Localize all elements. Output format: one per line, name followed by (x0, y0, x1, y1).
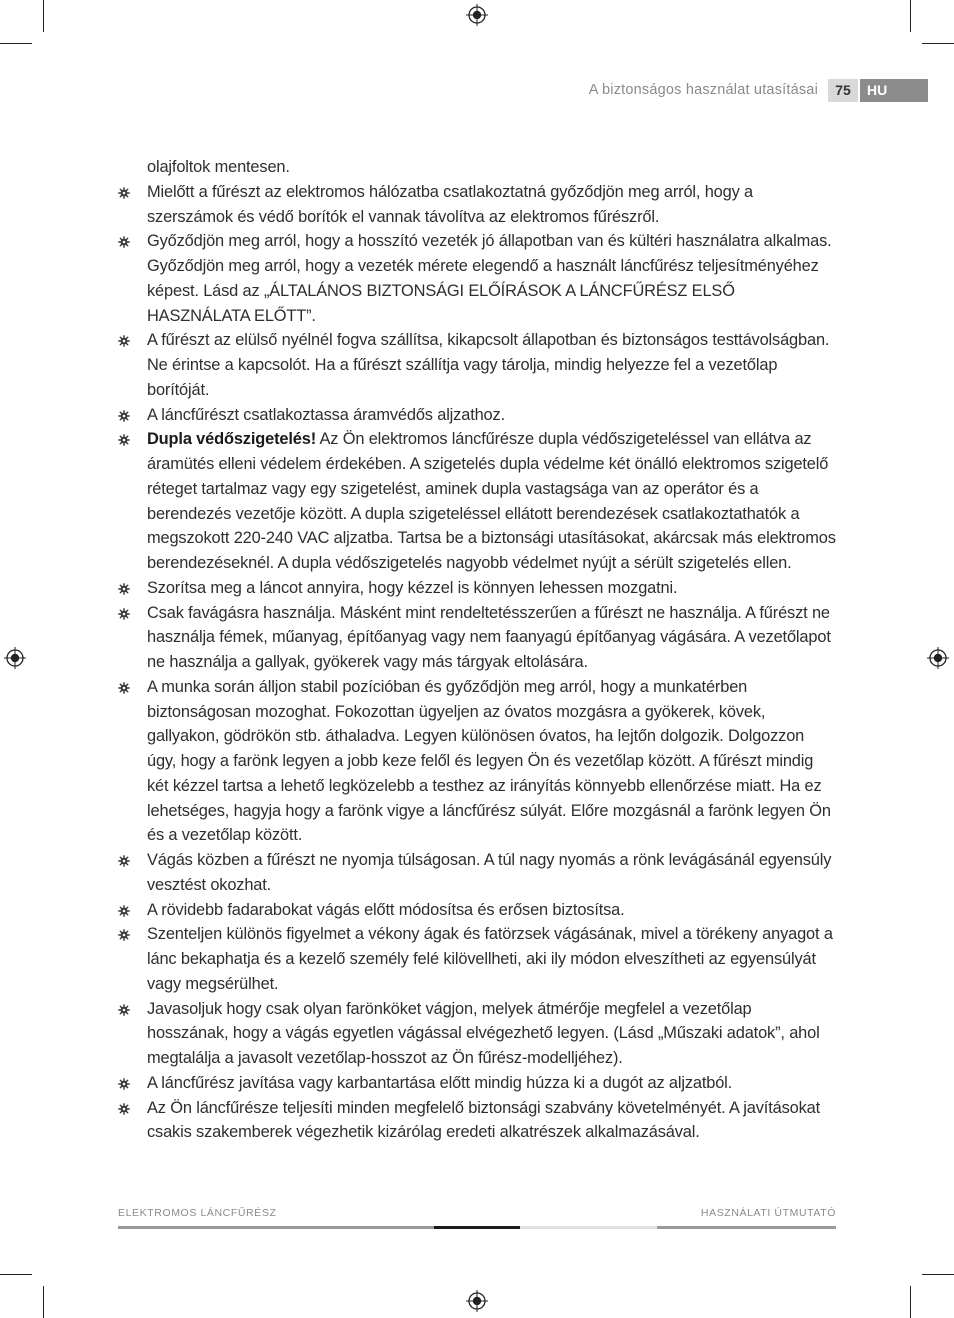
list-item (116, 601, 836, 675)
paragraph-text: Az Ön elektromos láncfűrésze dupla védőszigeteléssel van ellátva az áramütés elleni védelem érdekében. A szigetelés dupla védelme két önálló elektromos szigetelő réteget tartalmaz vagy egy szigetelést, aminek dupla vastagsága van az operátor és a berendezés vezetője között. A dupla szigeteléssel ellátott berendezések csatlakoztathatók a megszokott 220-240 VAC aljzatba. Tartsa be a biztonsági utasításokat, akárcsak más elektromos berendezéseknél. A dupla védőszigetelés nagyobb védelmet nyújt a sérült szigetelés ellen. (147, 430, 836, 572)
paragraph-text: Javasoljuk hogy csak olyan farönköket vágjon, melyek átmérője megfelel a vezetőlap hosszának, hogy a vágás egyetlen vágással elvégezhető legyen. (Lásd „Műszaki adatok”, ahol megtalálja a javasolt vezetőlap-hosszot az Ön fűrész-modelljéhez). (147, 999, 820, 1067)
crop-mark (0, 1274, 32, 1275)
paragraph-text: A munka során álljon stabil pozícióban és győződjön meg arról, hogy a munkatérben biztonságosan mozoghat. Fokozottan ügyeljen az óvatos mozgásra a gyökerek, kövek, gallyakon, gödrökön stb. áthaladva. Legyen különösen óvatos, ha lejtőn dolgozik. Dolgozzon úgy, hogy a farönk legyen a jobb keze felől és legyen Ön és vezetőlap között. A fűrészt mindig két kézzel tartsa a lehető legközelebb a testhez az irányítás könnyebb ellenőrzése miatt. Ha ez lehetséges, hagyja hogy a farönk vigye a láncfűrész súlyát. Előre mozgásnál a farönk legyen Ön és a vezetőlap között. (147, 677, 831, 845)
footer-rule (520, 1226, 657, 1229)
footer-rule (657, 1226, 836, 1229)
page-number: 75 (828, 79, 858, 102)
footer-document-type: HASZNÁLATI ÚTMUTATÓ (700, 1207, 836, 1219)
paragraph-text: Mielőtt a fűrészt az elektromos hálózatba csatlakoztatná győződjön meg arról, hogy a szerszámok és védő borítók el vannak távolítva az elektromos fűrészről. (147, 182, 754, 226)
crop-mark (0, 43, 32, 44)
list-item (116, 180, 836, 230)
header-title: A biztonságos használat utasításai (588, 82, 818, 98)
paragraph-text: A láncfűrész javítása vagy karbantartása előtt mindig húzza ki a dugót az aljzatból. (147, 1073, 733, 1092)
language-badge: HU (860, 79, 928, 102)
crop-mark (910, 1286, 911, 1318)
bullet-icon (118, 929, 130, 941)
footer-product-name: ELEKTROMOS LÁNCFŰRÉSZ (118, 1207, 277, 1219)
bullet-icon (118, 583, 130, 595)
bullet-icon (118, 682, 130, 694)
emphasis-text: Dupla védőszigetelés! (147, 430, 316, 449)
list-item (116, 576, 836, 601)
registration-mark-icon (4, 647, 26, 669)
bullet-icon (118, 187, 130, 199)
list-item (116, 1071, 836, 1096)
bullet-icon (118, 236, 130, 248)
crop-mark (910, 0, 911, 32)
registration-mark-icon (927, 647, 949, 669)
list-item (116, 1096, 836, 1146)
paragraph-text: Az Ön láncfűrésze teljesíti minden megfelelő biztonsági szabvány követelményét. A javításokat csakis szakemberek végezhetik kizárólag eredeti alkatrészek alkalmazásával. (147, 1098, 820, 1142)
bullet-icon (118, 905, 130, 917)
footer-rule (434, 1226, 520, 1229)
list-item (116, 328, 836, 402)
bullet-icon (118, 335, 130, 347)
bullet-icon (118, 608, 130, 620)
footer-rule (118, 1226, 434, 1229)
paragraph-text: Vágás közben a fűrészt ne nyomja túlságosan. A túl nagy nyomás a rönk levágásánál egyensúly vesztést okozhat. (147, 851, 832, 894)
registration-mark-icon (466, 1290, 488, 1312)
crop-mark (922, 1274, 954, 1275)
paragraph-text: Csak favágásra használja. Másként mint rendeltetésszerűen a fűrészt ne használja. A fűrészt ne használja fémek, műanyag, építőanyag vagy nem faanyagú építőanyag vágására. A vezetőlapot ne használja a gallyak, gyökerek vagy más tárgyak eltolására. (147, 603, 831, 671)
list-item (116, 675, 836, 848)
list-item (116, 848, 836, 898)
paragraph-text: A rövidebb fadarabokat vágás előtt módosítsa és erősen biztosítsa. (147, 900, 625, 919)
list-item (116, 155, 836, 180)
list-item (116, 229, 836, 328)
paragraph-text: Szorítsa meg a láncot annyira, hogy kézzel is könnyen lehessen mozgatni. (147, 578, 678, 597)
paragraph-text: Szenteljen különös figyelmet a vékony ágak és fatörzsek vágásának, mivel a törékeny anyagot a lánc bekaphatja és a kezelő személy felé kilövellheti, aki ily módon elveszítheti az egyensúlyát vagy megsérülhet. (147, 925, 833, 993)
list-item (116, 427, 836, 576)
paragraph-text: olajfoltok mentesen. (147, 158, 290, 176)
page-header (0, 79, 954, 103)
bullet-icon (118, 434, 130, 446)
document-body (116, 155, 836, 1145)
bullet-icon (118, 1004, 130, 1016)
bullet-icon (118, 410, 130, 422)
crop-mark (43, 0, 44, 32)
crop-mark (922, 43, 954, 44)
paragraph-text: Győződjön meg arról, hogy a hosszító vezeték jó állapotban van és kültéri használatra alkalmas. Győződjön meg arról, hogy a vezeték mérete elegendő a használt láncfűrész teljesítményéhez képest. Lásd az „ÁLTALÁNOS BIZTONSÁGI ELŐÍRÁSOK A LÁNCFŰRÉSZ ELSŐ HASZNÁLATA ELŐTT”. (147, 232, 832, 325)
crop-mark (43, 1286, 44, 1318)
registration-mark-icon (466, 4, 488, 26)
list-item (116, 898, 836, 923)
list-item (116, 997, 836, 1071)
paragraph-text: A láncfűrészt csatlakoztassa áramvédős aljzathoz. (147, 405, 505, 424)
list-item (116, 403, 836, 428)
list-item (116, 922, 836, 996)
bullet-icon (118, 1103, 130, 1115)
paragraph-text: A fűrészt az elülső nyélnél fogva szállítsa, kikapcsolt állapotban és biztonságos testtávolságban. Ne érintse a kapcsolót. Ha a fűrészt szállítja vagy tárolja, mindig helyezze fel a vezetőlap borítóját. (147, 331, 830, 399)
bullet-icon (118, 1078, 130, 1090)
bullet-icon (118, 855, 130, 867)
